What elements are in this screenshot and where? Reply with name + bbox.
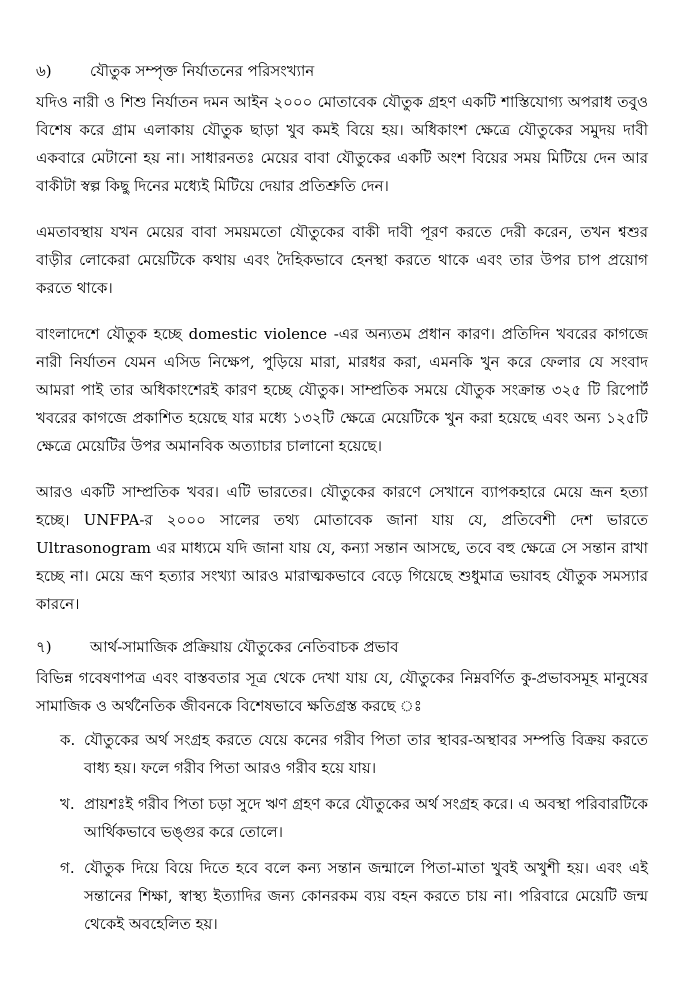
section-7-title: আর্থ-সামাজিক প্রক্রিয়ায় যৌতুকের নেতিবাচক প্রভাব xyxy=(90,638,399,656)
section-7-intro: বিভিন্ন গবেষণাপত্র এবং বাস্তবতার সূত্র থেকে দেখা যায় যে, যৌতুকের নিম্নবর্ণিত কু-প্রভাবসমূহ মানুষের সামাজিক ও অর্থনৈতিক জীবনকে বিশেষভাবে ক্ষতিগ্রস্ত করছে ঃ xyxy=(36,669,648,715)
section-7-number: ৭) xyxy=(36,638,52,656)
section-6-paragraph-2: এমতাবস্থায় যখন মেয়ের বাবা সময়মতো যৌতুকের বাকী দাবী পূরণ করতে দেরী করেন, তখন শ্বশুর বাড়ীর লোকেরা মেয়েটিকে কথায় এবং দৈহিকভাবে হেনস্থা করতে থাকে এবং তার উপর চাপ প্রয়োগ করতে থাকে। xyxy=(36,223,648,297)
list-item-marker: গ. xyxy=(60,859,75,877)
section-6-paragraph-3: বাংলাদেশে যৌতুক হচ্ছে domestic violence -এর অন্যতম প্রধান কারণ। প্রতিদিন খবরের কাগজে নারী নির্যাতন যেমন এসিড নিক্ষেপ, পুড়িয়ে মারা, মারধর করা, এমনকি খুন করে ফেলার যে সংবাদ আমরা পাই তার অধিকাংশেরই কারণ হচ্ছে যৌতুক। সাম্প্রতিক সময়ে যৌতুক সংক্রান্ত ৩২৫ টি রিপোর্ট খবরের কাগজে প্রকাশিত হয়েছে যার মধ্যে ১৩২টি ক্ষেত্রে মেয়েটিকে খুন করা হয়েছে এবং অন্য ১২৫টি ক্ষেত্রে মেয়েটির উপর অমানবিক অত্যাচার চালানো হয়েছে। xyxy=(36,325,648,455)
section-6-heading xyxy=(36,60,648,82)
section-6-title: যৌতুক সম্পৃক্ত নির্যাতনের পরিসংখ্যান xyxy=(90,62,315,80)
list-item xyxy=(36,854,648,938)
effects-list xyxy=(36,726,648,938)
section-6-paragraph-1: যদিও নারী ও শিশু নির্যাতন দমন আইন ২০০০ মোতাবেক যৌতুক গ্রহণ একটি শাস্তিযোগ্য অপরাধ তবুও বিশেষ করে গ্রাম এলাকায় যৌতুক ছাড়া খুব কমই বিয়ে হয়। অধিকাংশ ক্ষেত্রে যৌতুকের সমুদয় দাবী একবারে মেটানো হয় না। সাধারনতঃ মেয়ের বাবা যৌতুকের একটি অংশ বিয়ের সময় মিটিয়ে দেন আর বাকীটা স্বল্প কিছু দিনের মধ্যেই মিটিয়ে দেয়ার প্রতিশ্রুতি দেন। xyxy=(36,93,648,195)
list-item xyxy=(36,790,648,846)
list-item-marker: খ. xyxy=(60,795,75,813)
list-item-marker: ক. xyxy=(60,731,76,749)
list-item xyxy=(36,726,648,782)
list-item-text: প্রায়শঃই গরীব পিতা চড়া সুদে ঋণ গ্রহণ করে যৌতুকের অর্থ সংগ্রহ করে। এ অবস্থা পরিবারটিকে আর্থিকভাবে ভঙ্গুর করে তোলে। xyxy=(84,795,648,841)
list-item-text: যৌতুকের অর্থ সংগ্রহ করতে যেয়ে কনের গরীব পিতা তার স্থাবর-অস্থাবর সম্পত্তি বিক্রয় করতে বাধ্য হয়। ফলে গরীব পিতা আরও গরীব হয়ে যায়। xyxy=(84,731,648,777)
section-7-heading xyxy=(36,636,648,658)
section-6-paragraph-4: আরও একটি সাম্প্রতিক খবর। এটি ভারতের। যৌতুকের কারণে সেখানে ব্যাপকহারে মেয়ে ভ্রূন হত্যা হচ্ছে। UNFPA-র ২০০০ সালের তথ্য মোতাবেক জানা যায় যে, প্রতিবেশী দেশ ভারতে Ultrasonogram এর মাধ্যমে যদি জানা যায় যে, কন্যা সন্তান আসছে, তবে বহু ক্ষেত্রে সে সন্তান রাখা হচ্ছে না। মেয়ে ভ্রূণ হত্যার সংখ্যা আরও মারাত্মকভাবে বেড়ে গিয়েছে শুধুমাত্র ভয়াবহ যৌতুক সমস্যার কারনে। xyxy=(36,483,648,613)
list-item-text: যৌতুক দিয়ে বিয়ে দিতে হবে বলে কন্য সন্তান জন্মালে পিতা-মাতা খুবই অখুশী হয়। এবং এই সন্তানের শিক্ষা, স্বাস্থ্য ইত্যাদির জন্য কোনরকম ব্যয় বহন করতে চায় না। পরিবারে মেয়েটি জন্ম থেকেই অবহেলিত হয়। xyxy=(84,859,648,933)
section-6-number: ৬) xyxy=(36,62,52,80)
